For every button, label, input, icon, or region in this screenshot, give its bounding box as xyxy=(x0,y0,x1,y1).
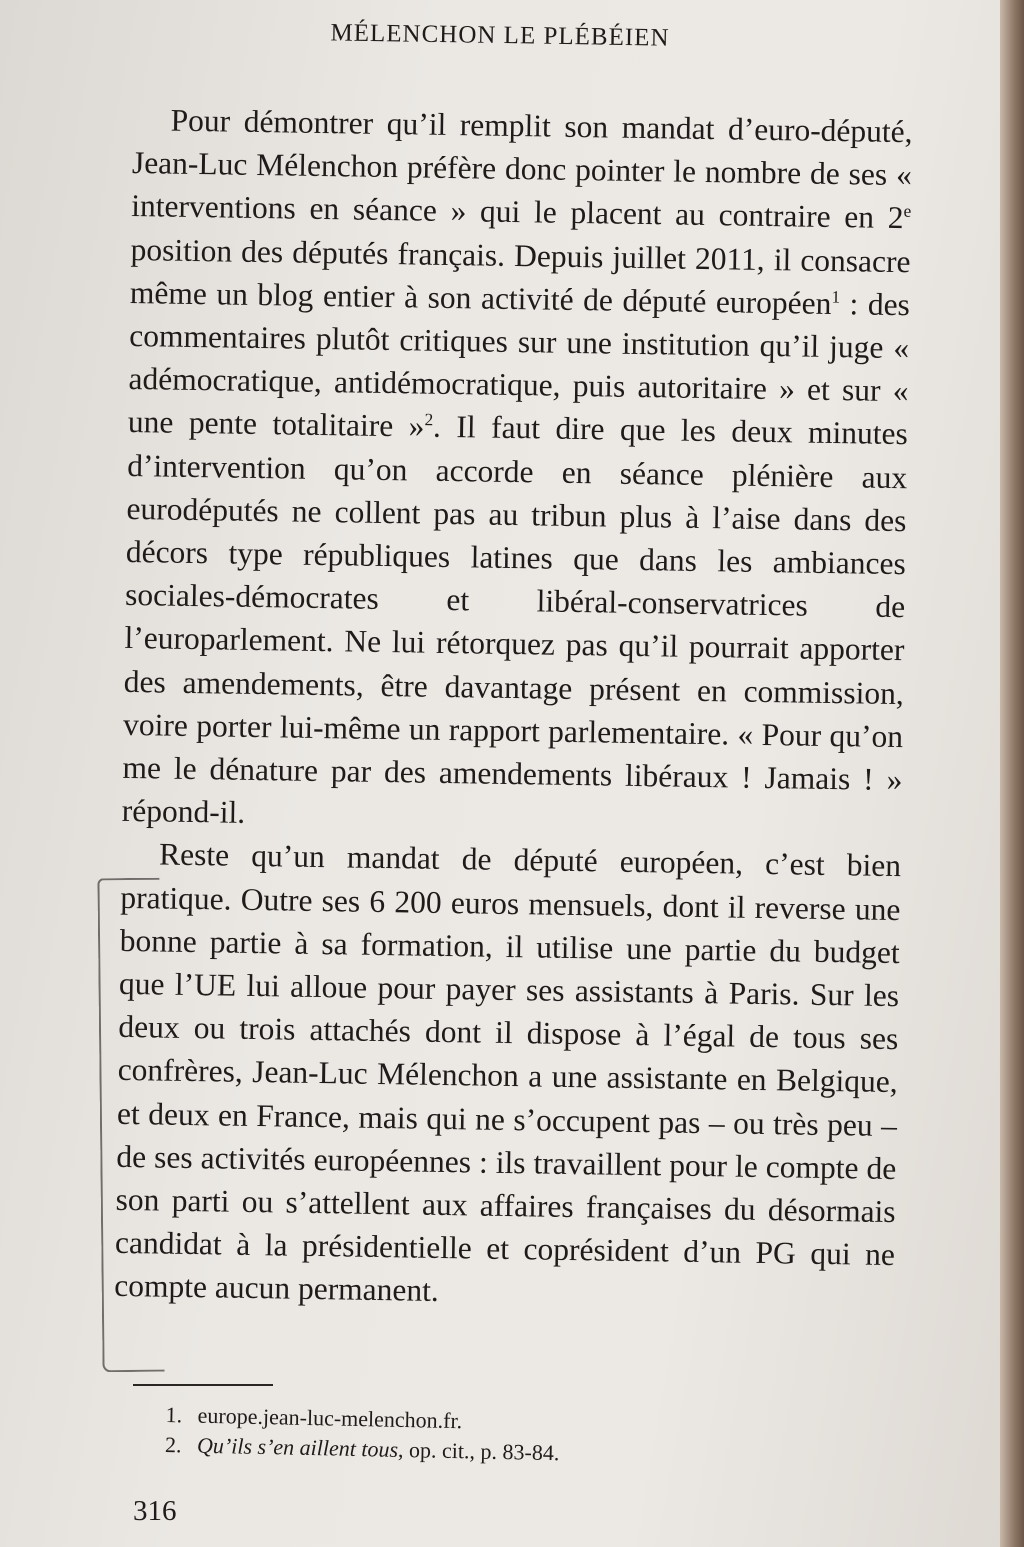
paragraph-1-part-c: : des commentaires plutôt critiques sur une institution qu’il juge « adémocratique, antidémocratique, puis autoritaire » et sur « une pente totalitaire » xyxy=(127,285,911,445)
running-head: MÉLENCHON LE PLÉBÉIEN xyxy=(330,19,670,52)
paragraph-1-part-a: Pour démontrer qu’il remplit son mandat d’euro-député, Jean-Luc Mélenchon préfère donc pointer le nombre de ses « interventions en séance » qui le placent au contraire en 2 xyxy=(131,102,913,236)
footnote-2-number: 2. xyxy=(164,1431,182,1458)
footnote-ref-1[interactable]: 1 xyxy=(831,287,841,307)
body-text xyxy=(114,98,913,1320)
footnote-2-rest: , op. cit., p. 83-84. xyxy=(397,1436,560,1466)
footnote-1-text[interactable]: europe.jean-luc-melenchon.fr. xyxy=(197,1402,463,1434)
footnote-1-number: 1. xyxy=(165,1401,183,1428)
paragraph-1-part-b: position des députés français. Depuis juillet 2011, il consacre même un blog entier à son activité de député européen xyxy=(129,231,911,321)
superscript-e: e xyxy=(903,202,912,222)
book-edge xyxy=(1000,0,1024,1547)
paragraph-1-part-d: . Il faut dire que les deux minutes d’intervention qu’on accorde en séance plénière aux eurodéputés ne collent pas au tribun plus à l’aise dans des décors type républiques latines que dans les ambiances sociales-démocrates et libéral-conservatrices de l’europarlement. Ne lui rétorquez pas qu’il pourrait apporter des amendements, être davantage présent en commission, voire porter lui-même un rapport parlementaire. « Pour qu’on me le dénature par des amendements libéraux ! Jamais ! » répond-il. xyxy=(121,409,909,831)
paragraph-1 xyxy=(121,98,912,845)
pencil-bracket-mark xyxy=(97,878,164,1373)
footnote-rule xyxy=(133,1384,273,1386)
footnote-ref-2[interactable]: 2 xyxy=(424,410,434,430)
paragraph-2: Reste qu’un mandat de député européen, c’est bien pratique. Outre ses 6 200 euros mensuels, dont il reverse une bonne partie à sa formation, il utilise une partie du budget que l’UE lui alloue pour payer ses assistants à Paris. Sur les deux ou trois attachés dont il dispose à l’égal de tous ses confrères, Jean-Luc Mélenchon a une assistante en Belgique, et deux en France, mais qui ne s’occupent pas – ou très peu – de ses activités européennes : ils travaillent pour le compte de son parti ou s’attellent aux affaires françaises du désormais candidat à la présidentielle et coprésident d’un PG qui ne compte aucun permanent. xyxy=(114,836,902,1309)
footnote-2-title: Qu’ils s’en aillent tous xyxy=(196,1432,399,1462)
footnotes xyxy=(165,1400,866,1475)
page-number: 316 xyxy=(133,1495,177,1527)
